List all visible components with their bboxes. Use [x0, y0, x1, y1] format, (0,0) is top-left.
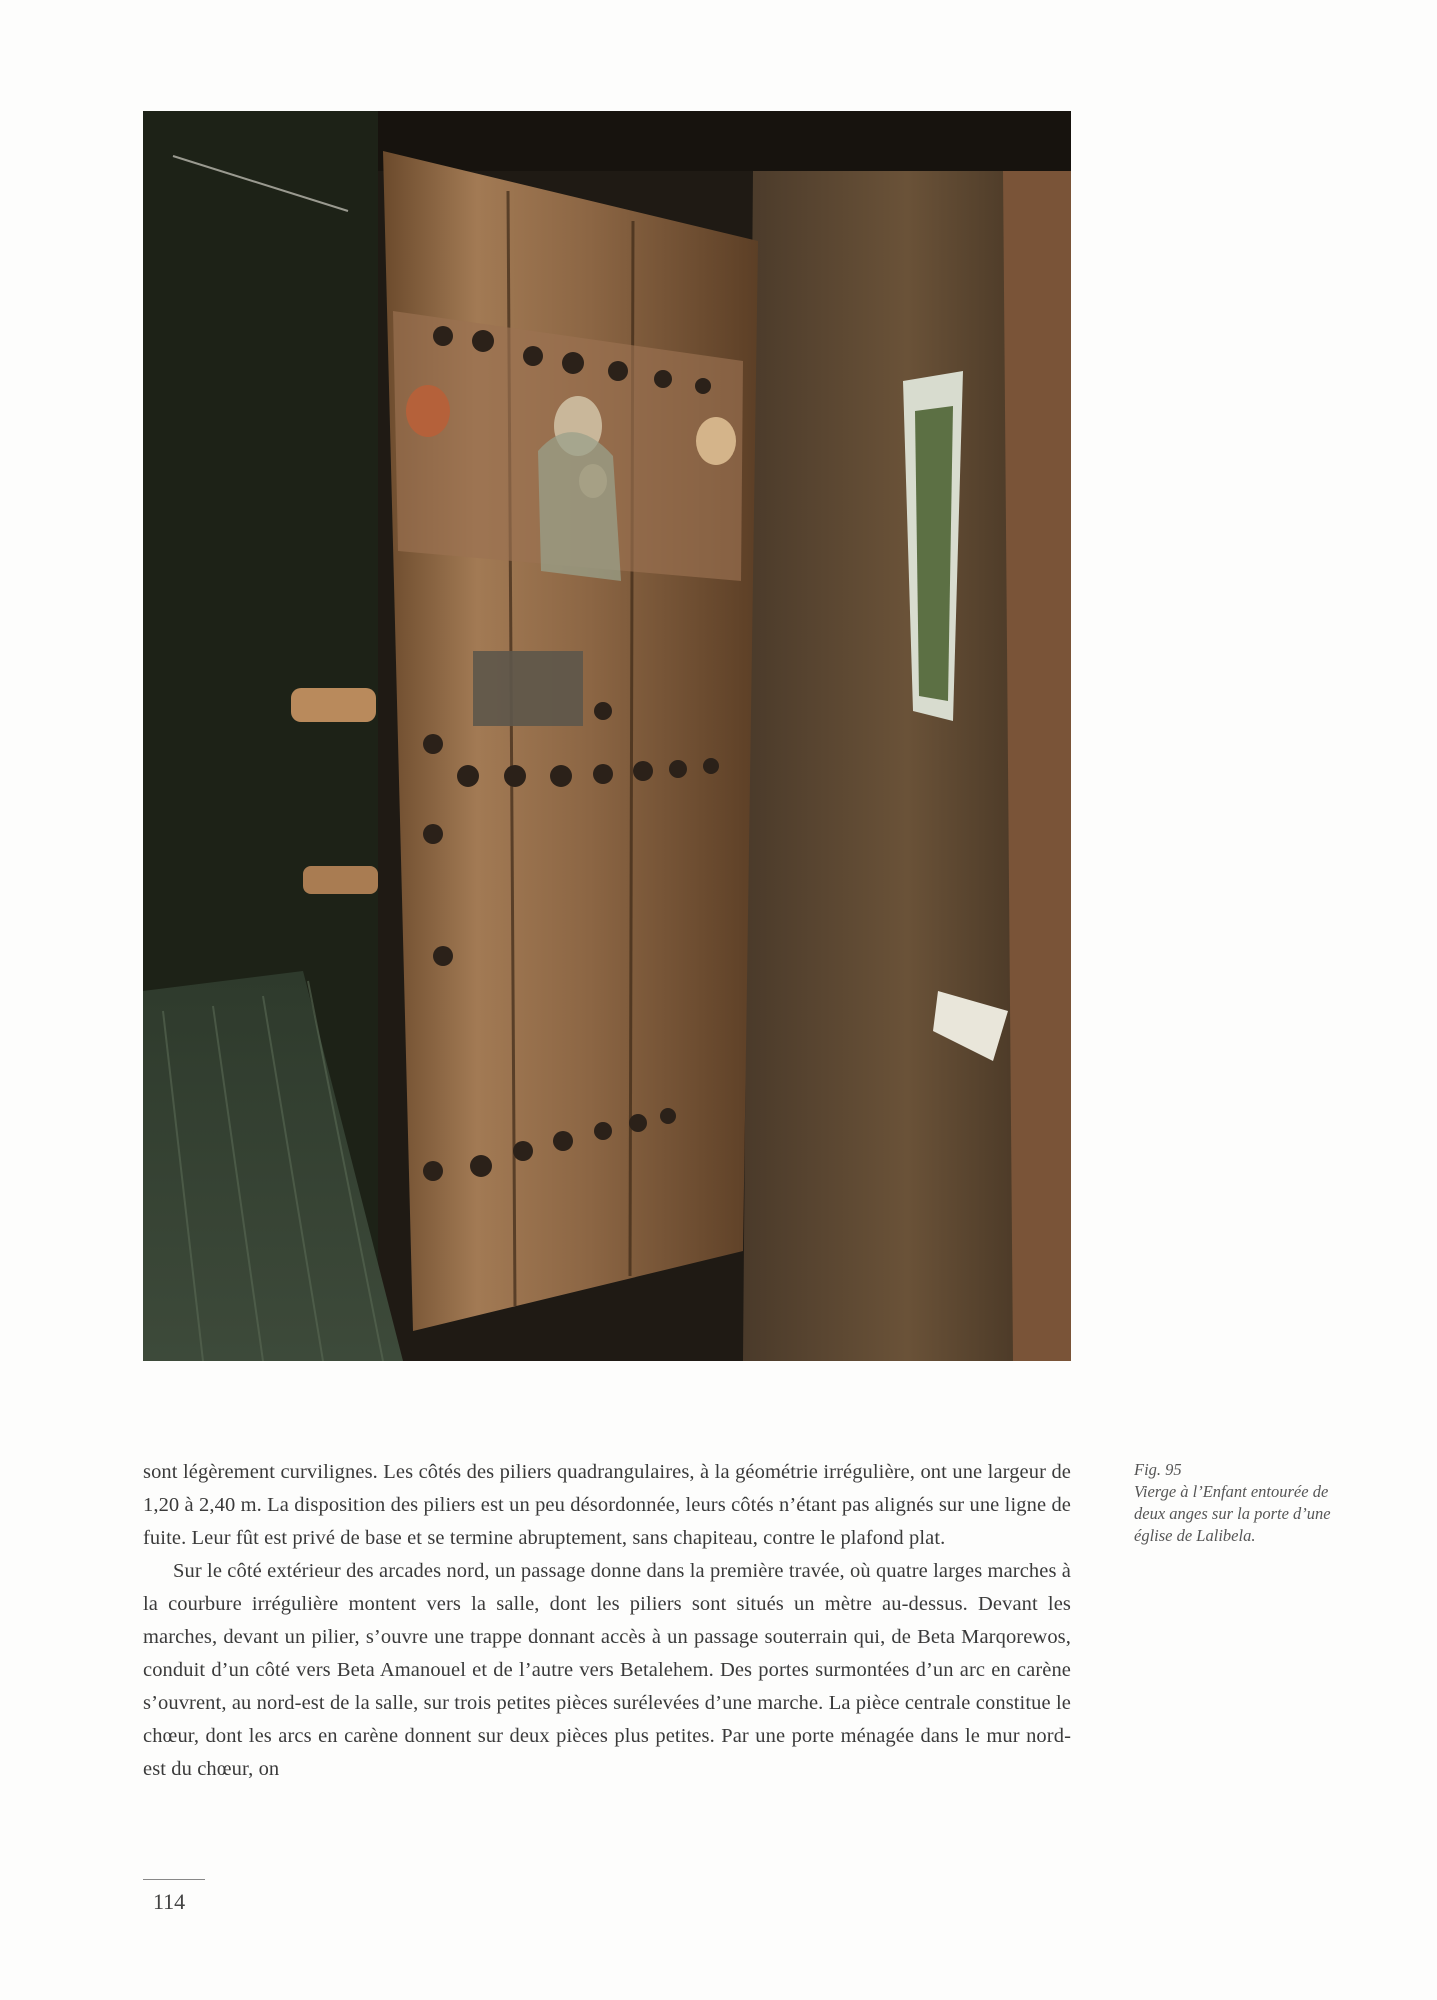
paragraph-2: Sur le côté extérieur des arcades nord, un passage donne dans la première travée, où quatre larges marches à la courbure irrégulière montent vers la salle, dont les piliers sont situés un mètre au-dessus. Devant les marches, devant un pilier, s’ouvre une trappe donnant accès à un passage souterrain qui, de Beta Marqorewos, conduit d’un côté vers Beta Amanouel et de l’autre vers Betalehem. Des portes surmontées d’un arc en carène s’ouvrent, au nord-est de la salle, sur trois petites pièces surélevées d’une marche. La pièce centrale constitue le chœur, dont les arcs en carène donnent sur deux pièces plus petites. Par une porte ménagée dans le mur nord-est du chœur, on: [143, 1560, 1071, 1780]
paragraph-1: sont légèrement curvilignes. Les côtés des piliers quadrangulaires, à la géométrie irrégulière, ont une largeur de 1,20 à 2,40 m. La disposition des piliers est un peu désordonnée, leurs côtés n’étant pas alignés sur une ligne de fuite. Leur fût est privé de base et se termine abruptement, sans chapiteau, contre le plafond plat.: [143, 1461, 1071, 1549]
page-number: 114: [153, 1889, 186, 1914]
body-text: [143, 1456, 1071, 1786]
figure-label: Fig. 95: [1134, 1460, 1182, 1479]
figure-caption: [1134, 1459, 1334, 1547]
photograph-painted-church-door: [143, 111, 1071, 1361]
page-number-rule: [143, 1879, 205, 1880]
caption-text: Vierge à l’Enfant entourée de deux anges sur la porte d’une église de Lalibela.: [1134, 1482, 1331, 1545]
